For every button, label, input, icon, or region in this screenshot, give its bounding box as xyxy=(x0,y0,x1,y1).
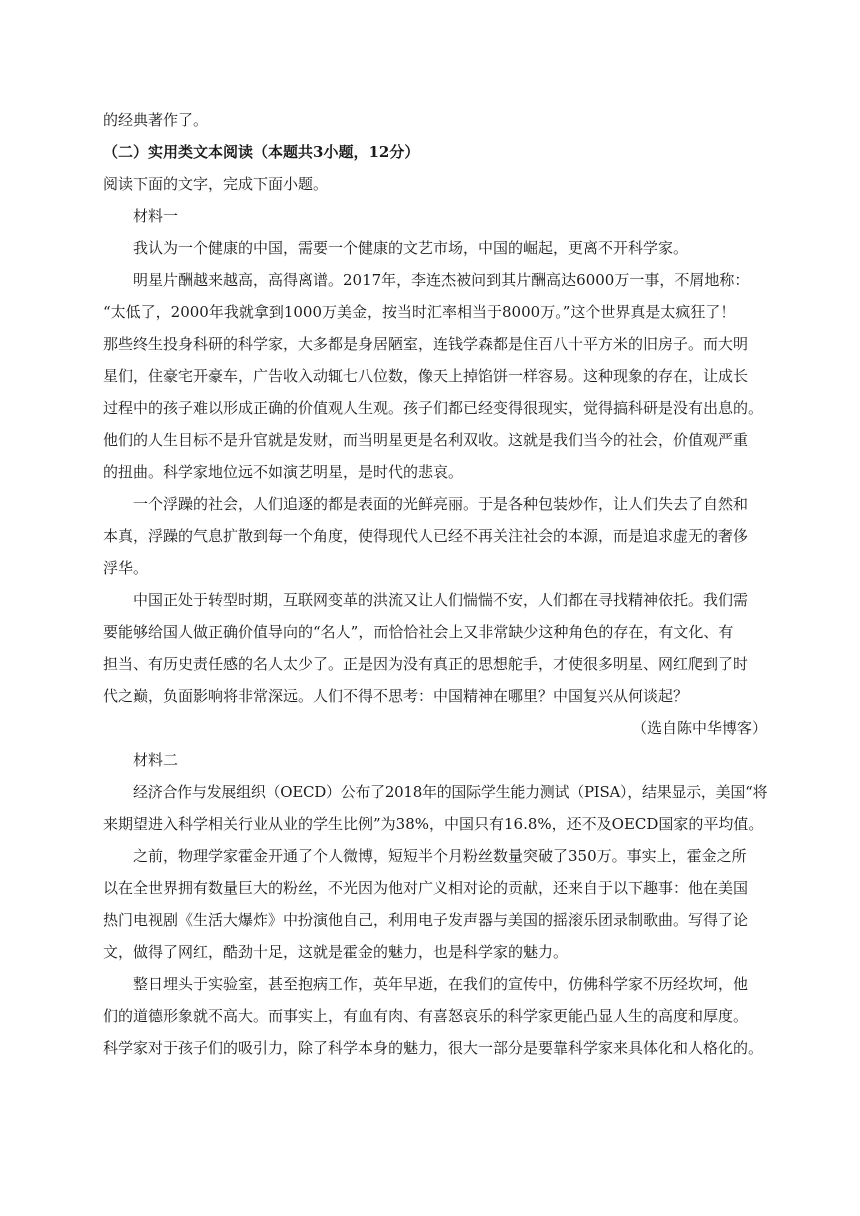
instruction-line: 阅读下面的文字，完成下面小题。 xyxy=(103,175,329,193)
text-line: 星们，住豪宅开豪车，广告收入动辄七八位数，像天上掉馅饼一样容易。这种现象的存在，让成长 xyxy=(103,367,749,385)
text-line: 一个浮躁的社会，人们追逐的都是表面的光鲜亮丽。于是各种包装炒作，让人们失去了自然和 xyxy=(133,495,749,513)
text-line: 代之巅，负面影响将非常深远。人们不得不思考：中国精神在哪里？中国复兴从何谈起？ xyxy=(103,687,689,705)
text-line: 之前，物理学家霍金开通了个人微博，短短半个月粉丝数量突破了350万。事实上，霍金之所 xyxy=(133,847,747,865)
material-two-heading: 材料二 xyxy=(133,751,179,769)
text-line: 明星片酬越来越高，高得离谱。2017年，李连杰被问到其片酬高达6000万一事，不屑地称： xyxy=(133,271,750,289)
text-line: 他们的人生目标不是升官就是发财，而当明星更是名利双收。这就是我们当今的社会，价值观严重 xyxy=(103,431,749,449)
text-line: 过程中的孩子难以形成正确的价值观人生观。孩子们都已经变得很现实，觉得搞科研是没有出息的。 xyxy=(103,399,764,417)
text-line: 来期望进入科学相关行业从业的学生比例”为38%，中国只有16.8%，还不及OECD国家的平均值。 xyxy=(103,815,764,833)
text-line: 经济合作与发展组织（OECD）公布了2018年的国际学生能力测试（PISA），结果显示，美国“将 xyxy=(133,783,768,801)
text-line: 热门电视剧《生活大爆炸》中扮演他自己，利用电子发声器与美国的摇滚乐团录制歌曲。写得了论 xyxy=(103,911,749,929)
text-line: 中国正处于转型时期，互联网变革的洪流又让人们惴惴不安，人们都在寻找精神依托。我们需 xyxy=(133,591,749,609)
text-line: 的经典著作了。 xyxy=(103,111,209,129)
text-line: 要能够给国人做正确价值导向的“名人”，而恰恰社会上又非常缺少这种角色的存在，有文化、有 xyxy=(103,623,734,641)
text-line: 整日埋头于实验室，甚至抱病工作，英年早逝，在我们的宣传中，仿佛科学家不历经坎坷，他 xyxy=(133,975,749,993)
text-line: 本真，浮躁的气息扩散到每一个角度，使得现代人已经不再关注社会的本源，而是追求虚无的奢侈 xyxy=(103,527,749,545)
text-line: “太低了，2000年我就拿到1000万美金，按当时汇率相当于8000万。”这个世界真是太疯狂了！ xyxy=(103,303,736,321)
text-line: 们的道德形象就不高大。而事实上，有血有肉、有喜怒哀乐的科学家更能凸显人生的高度和厚度。 xyxy=(103,1007,749,1025)
text-line: 担当、有历史责任感的名人太少了。正是因为没有真正的思想舵手，才使很多明星、网红爬到了时 xyxy=(103,655,749,673)
section-heading: （二）实用类文本阅读（本题共3小题，12分） xyxy=(103,143,420,161)
text-line: 浮华。 xyxy=(103,559,149,577)
text-line: 文，做得了网红，酷劲十足，这就是霍金的魅力，也是科学家的魅力。 xyxy=(103,943,569,961)
text-line: 我认为一个健康的中国，需要一个健康的文艺市场，中国的崛起，更离不开科学家。 xyxy=(133,239,689,257)
text-line: 那些终生投身科研的科学家，大多都是身居陋室，连钱学森都是住百八十平方米的旧房子。而大明 xyxy=(103,335,749,353)
source-citation: （选自陈中华博客） xyxy=(631,719,767,737)
text-line: 的扭曲。科学家地位远不如演艺明星，是时代的悲哀。 xyxy=(103,463,464,481)
material-one-heading: 材料一 xyxy=(133,207,179,225)
text-line: 以在全世界拥有数量巨大的粉丝，不光因为他对广义相对论的贡献，还来自于以下趣事：他在美国 xyxy=(103,879,749,897)
text-line: 科学家对于孩子们的吸引力，除了科学本身的魅力，很大一部分是要靠科学家来具体化和人格化的。 xyxy=(103,1039,764,1057)
document-page xyxy=(103,104,767,1064)
